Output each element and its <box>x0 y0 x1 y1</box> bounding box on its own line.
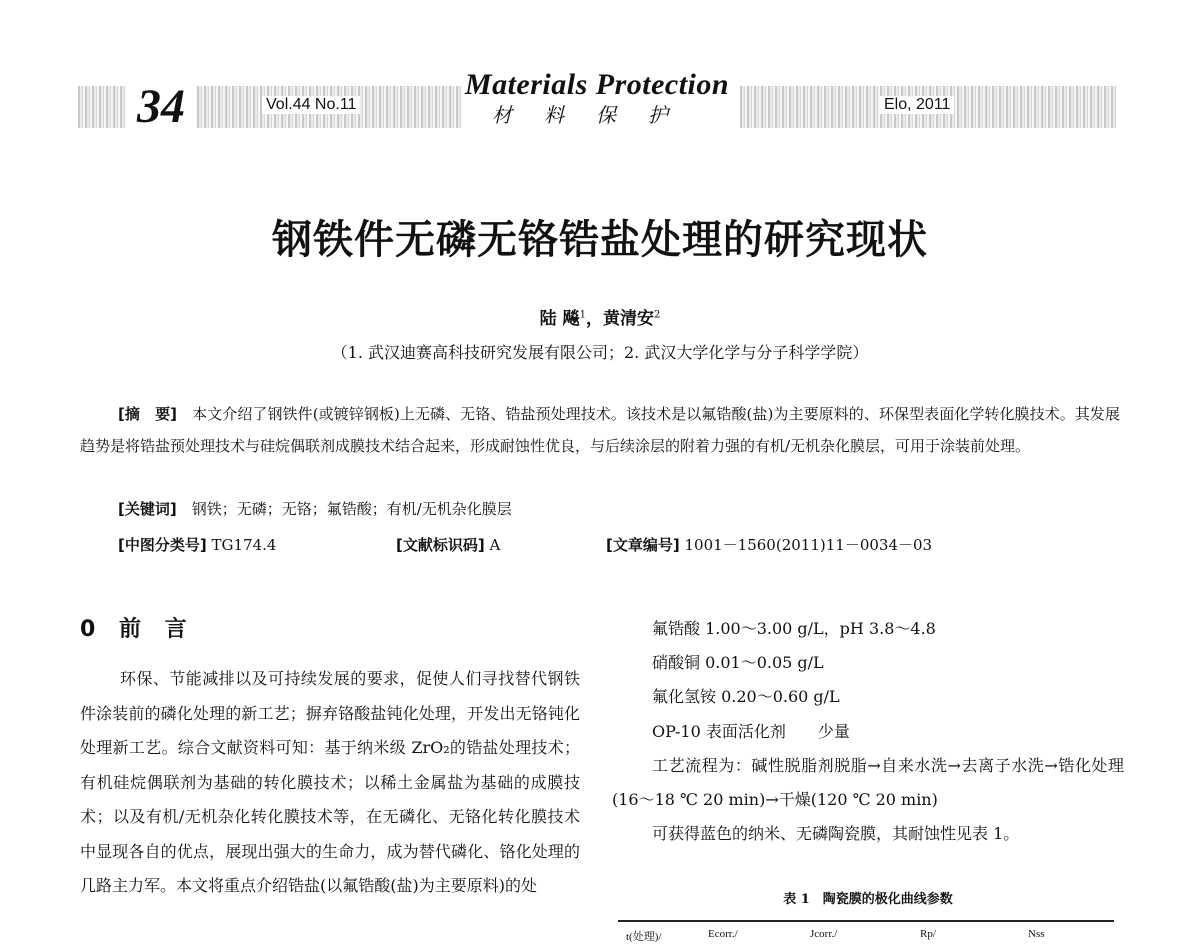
abstract-text: 本文介绍了钢铁件(或镀锌钢板)上无磷、无铬、锆盐预处理技术。该技术是以氟锆酸(盐)为主要原料的、环保型表面化学转化膜技术。其发展趋势是将锆盐预处理技术与硅烷偶联剂成膜技术结合起来，形成耐蚀性优良，与后续涂层的附着力强的有机/无机杂化膜层，可用于涂装前处理。 <box>80 405 1120 455</box>
table-caption: 表 1 陶瓷膜的极化曲线参数 <box>783 892 953 907</box>
recipe-line: 氟锆酸 1.00～3.00 g/L，pH 3.8～4.8 <box>652 619 936 638</box>
table-header-cell: Nss <box>1028 928 1045 940</box>
affiliations: （1. 武汉迪赛高科技研究发展有限公司；2. 武汉大学化学与分子科学学院） <box>331 343 869 362</box>
clc-code <box>118 534 276 555</box>
table-top-rule <box>618 920 1114 922</box>
process-flow-text: 工艺流程为：碱性脱脂剂脱脂→自来水洗→去离子水洗→锆化处理(16～18 ℃ 20 min)→干燥(120 ℃ 20 min) <box>612 755 1124 810</box>
abstract-label: [摘 要] <box>118 405 177 423</box>
page-number: 34 <box>126 68 196 146</box>
keywords-label: [关键词] <box>118 500 177 518</box>
document-code <box>396 534 500 555</box>
author-name: 陆 飚 <box>539 309 580 329</box>
intro-paragraph: 环保、节能减排以及可持续发展的要求，促使人们寻找替代钢铁件涂装前的磷化处理的新工艺；摒弃铬酸盐钝化处理，开发出无铬钝化处理新工艺。综合文献资料可知：基于纳米级 ZrO₂的锆盐处理技术；有机硅烷偶联剂为基础的转化膜技术；以稀土金属盐为基础的成膜技术；以及有机/无机杂化转化膜技术等，在无磷化、无铬化转化膜技术中显现各自的优点，展现出强大的生命力，成为替代磷化、铬化处理的几路主力军。本文将重点介绍锆盐(以氟锆酸(盐)为主要原料)的处 <box>80 669 580 895</box>
keywords <box>118 498 512 519</box>
article-title: 钢铁件无磷无铬锆盐处理的研究现状 <box>272 216 928 263</box>
result-text: 可获得蓝色的纳米、无磷陶瓷膜，其耐蚀性见表 1。 <box>652 824 1020 844</box>
abstract <box>80 398 1120 462</box>
document-code-value: A <box>489 536 501 554</box>
table-header-cell: t(处理)/ <box>626 931 662 943</box>
journal-name-en: Materials Protection <box>464 68 730 101</box>
journal-name-zh: 材料保护 <box>492 103 700 127</box>
clc-label: [中图分类号] <box>118 536 207 554</box>
journal-logo <box>462 68 732 128</box>
recipe-line: 氟化氢铵 0.20～0.60 g/L <box>652 687 840 707</box>
author-affil-mark: 2 <box>653 309 661 321</box>
author-affil-mark: 1 <box>579 309 586 321</box>
keywords-text: 钢铁；无磷；无铬；氟锆酸；有机/无机杂化膜层 <box>191 500 512 518</box>
article-number <box>606 534 932 555</box>
clc-value: TG174.4 <box>211 536 277 554</box>
table-header-cell: Ecorr./ <box>708 928 738 940</box>
author-separator: ， <box>585 309 603 329</box>
author-line <box>0 304 1200 329</box>
issue-date: Elo, 2011 <box>880 96 954 114</box>
recipe-line: 硝酸铜 0.01～0.05 g/L <box>652 653 824 673</box>
left-column <box>80 662 580 904</box>
table-header-cell: Rp/ <box>920 928 936 940</box>
article-number-value: 1001－1560(2011)11－0034－03 <box>684 536 933 554</box>
document-code-label: [文献标识码] <box>396 536 485 554</box>
recipe-line: OP-10 表面活化剂 少量 <box>652 721 850 741</box>
author-name: 黄清安 <box>602 309 654 329</box>
section-heading: 0 前 言 <box>80 617 195 642</box>
volume-issue: Vol.44 No.11 <box>262 96 360 114</box>
right-column <box>612 612 1124 851</box>
article-number-label: [文章编号] <box>606 536 680 554</box>
table-header-cell: Jcorr./ <box>810 928 838 940</box>
